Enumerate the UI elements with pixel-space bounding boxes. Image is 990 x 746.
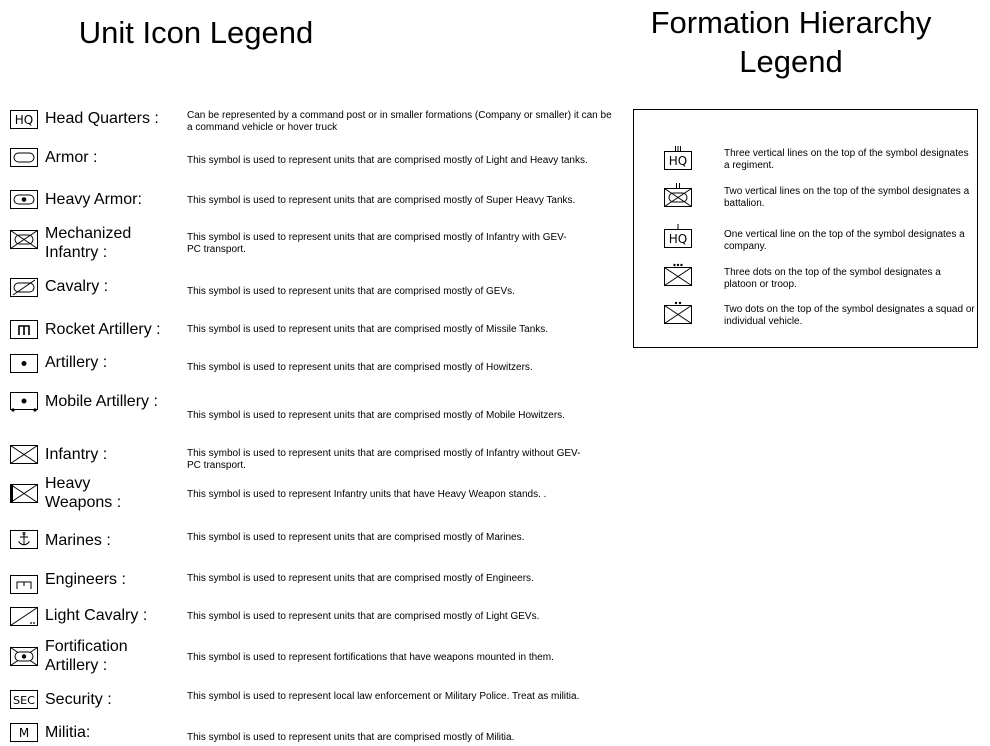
unit-name-head-quarters: Head Quarters :: [45, 110, 159, 127]
marines-icon: [10, 530, 38, 549]
unit-name-light-cavalry: Light Cavalry :: [45, 607, 148, 624]
engineers-icon: [10, 575, 38, 594]
heavy-weapons-icon: [10, 484, 38, 503]
unit-description-fortification-artillery: This symbol is used to represent fortifications that have weapons mounted in them.: [187, 652, 554, 663]
svg-text:HQ: HQ: [14, 113, 34, 127]
mobile-artillery-icon: [10, 392, 38, 412]
security-icon: [10, 690, 38, 709]
light-cavalry-icon: [10, 607, 38, 626]
unit-name-artillery: Artillery :: [45, 354, 108, 371]
unit-name-marines: Marines :: [45, 532, 111, 549]
formation-description-platoon: Three dots on the top of the symbol designates a platoon or troop.: [724, 267, 941, 290]
svg-text:SEC: SEC: [13, 694, 36, 707]
company-icon: [664, 223, 692, 249]
unit-legend-title: Unit Icon Legend: [78, 15, 314, 50]
unit-name-infantry: Infantry :: [45, 446, 108, 463]
armor-icon: [10, 148, 38, 167]
unit-name-fortification-artillery: Fortification Artillery :: [45, 638, 128, 674]
unit-description-marines: This symbol is used to represent units that are comprised mostly of Marines.: [187, 532, 525, 543]
svg-text:HQ: HQ: [668, 232, 688, 246]
militia-icon: [10, 723, 38, 742]
unit-name-engineers: Engineers :: [45, 571, 126, 588]
unit-name-mobile-artillery: Mobile Artillery :: [45, 393, 158, 410]
unit-name-armor: Armor :: [45, 149, 98, 166]
formation-description-battalion: Two vertical lines on the top of the symbol designates a battalion.: [724, 186, 970, 209]
unit-description-cavalry: This symbol is used to represent units that are comprised mostly of GEVs.: [187, 286, 515, 297]
formation-description-squad: Two dots on the top of the symbol designates a squad or individual vehicle.: [724, 304, 975, 327]
platoon-icon: [664, 261, 692, 287]
unit-name-mechanized-infantry: Mechanized Infantry :: [45, 225, 132, 261]
unit-name-heavy-weapons: Heavy Weapons :: [45, 475, 122, 511]
unit-description-armor: This symbol is used to represent units that are comprised mostly of Light and Heavy tanks.: [187, 155, 588, 166]
unit-description-heavy-armor: This symbol is used to represent units that are comprised mostly of Super Heavy Tanks.: [187, 195, 576, 206]
unit-name-cavalry: Cavalry :: [45, 278, 109, 295]
unit-description-rocket-artillery: This symbol is used to represent units that are comprised mostly of Missile Tanks.: [187, 324, 549, 335]
heavy-armor-icon: [10, 190, 38, 209]
cavalry-icon: [10, 278, 38, 297]
unit-name-heavy-armor: Heavy Armor:: [45, 191, 142, 208]
unit-description-militia: This symbol is used to represent units that are comprised mostly of Militia.: [187, 732, 515, 743]
unit-description-engineers: This symbol is used to represent units that are comprised mostly of Engineers.: [187, 573, 534, 584]
infantry-icon: [10, 445, 38, 464]
unit-description-light-cavalry: This symbol is used to represent units that are comprised mostly of Light GEVs.: [187, 611, 540, 622]
formation-description-company: One vertical line on the top of the symbol designates a company.: [724, 229, 965, 252]
svg-text:HQ: HQ: [668, 154, 688, 168]
unit-description-mobile-artillery: This symbol is used to represent units that are comprised mostly of Mobile Howitzers.: [187, 410, 565, 421]
mechanized-infantry-icon: [10, 230, 38, 249]
unit-description-infantry: This symbol is used to represent units that are comprised mostly of Infantry without GEV-PC transport.: [187, 448, 581, 471]
unit-name-militia: Militia:: [45, 724, 91, 741]
fortification-artillery-icon: [10, 647, 38, 666]
artillery-icon: [10, 354, 38, 373]
formation-description-regiment: Three vertical lines on the top of the symbol designates a regiment.: [724, 148, 969, 171]
unit-name-security: Security :: [45, 691, 112, 708]
regiment-icon: [664, 145, 692, 171]
hq-icon: [10, 110, 38, 129]
unit-description-security: This symbol is used to represent local law enforcement or Military Police. Treat as militia.: [187, 691, 580, 702]
unit-description-mechanized-infantry: This symbol is used to represent units that are comprised mostly of Infantry with GEV-PC transport.: [187, 232, 567, 255]
svg-text:M: M: [18, 726, 30, 740]
formation-legend-title: Formation Hierarchy Legend: [650, 5, 932, 79]
unit-description-head-quarters: Can be represented by a command post or in smaller formations (Company or smaller) it can be a command vehicle or hover truck: [187, 110, 612, 133]
squad-icon: [664, 299, 692, 325]
unit-description-heavy-weapons: This symbol is used to represent Infantry units that have Heavy Weapon stands. .: [187, 489, 547, 500]
battalion-icon: [664, 182, 692, 208]
unit-name-rocket-artillery: Rocket Artillery :: [45, 321, 161, 338]
rocket-artillery-icon: [10, 320, 38, 339]
unit-description-artillery: This symbol is used to represent units that are comprised mostly of Howitzers.: [187, 362, 533, 373]
